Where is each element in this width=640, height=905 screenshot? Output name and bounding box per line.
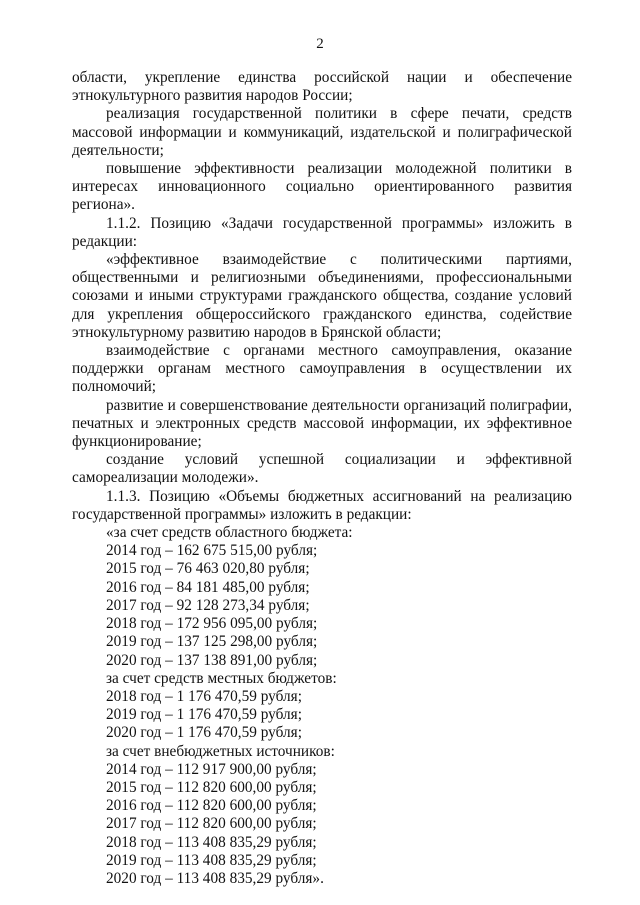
funding-line: 2020 год – 1 176 470,59 рубля; — [106, 724, 302, 742]
funding-line: 2020 год – 137 138 891,00 рубля; — [106, 651, 318, 669]
paragraph-item-1-1-3: 1.1.3. Позицию «Объемы бюджетных ассигнований на реализацию государственной программы» изложить в редакции: — [72, 487, 572, 523]
funding-line: 2018 год – 1 176 470,59 рубля; — [106, 687, 302, 705]
document-body — [72, 69, 572, 888]
funding-line: 2019 год – 113 408 835,29 рубля; — [106, 851, 317, 869]
funding-line: 2014 год – 112 917 900,00 рубля; — [106, 760, 317, 778]
paragraph-press-policy: реализация государственной политики в сфере печати, средств массовой информации и коммуникаций, издательской и полиграфической деятельности; — [72, 105, 572, 159]
paragraph-youth-policy: повышение эффективности реализации молодежной политики в интересах инновационного социально ориентированного развития региона». — [72, 160, 572, 214]
funding-line: 2020 год – 113 408 835,29 рубля». — [106, 869, 324, 887]
paragraph-youth-socialization: создание условий успешной социализации и эффективной самореализации молодежи». — [72, 451, 572, 487]
funding-line: 2016 год – 84 181 485,00 рубля; — [106, 578, 310, 596]
paragraph-media-development: развитие и совершенствование деятельности организаций полиграфии, печатных и электронных средств массовой информации, их эффективное функционирование; — [72, 396, 572, 451]
funding-line: 2018 год – 172 956 095,00 рубля; — [106, 615, 318, 633]
funding-line: 2016 год – 112 820 600,00 рубля; — [106, 797, 317, 815]
funding-line: 2015 год – 112 820 600,00 рубля; — [106, 778, 317, 796]
funding-line: 2019 год – 1 176 470,59 рубля; — [106, 706, 302, 724]
funding-heading-local: за счет средств местных бюджетов: — [106, 669, 337, 687]
funding-list — [72, 524, 572, 888]
funding-line: 2015 год – 76 463 020,80 рубля; — [106, 560, 310, 578]
funding-line: 2019 год – 137 125 298,00 рубля; — [106, 633, 318, 651]
funding-line: 2018 год – 113 408 835,29 рубля; — [106, 833, 317, 851]
paragraph-item-1-1-2: 1.1.2. Позицию «Задачи государственной программы» изложить в редакции: — [72, 214, 572, 250]
paragraph-civil-society: «эффективное взаимодействие с политическими партиями, общественными и религиозными объединениями, профессиональными союзами и иными структурами гражданского общества, создание условий для укрепления общероссийского гражданского единства, содействие этнокультурному развитию народов в Брянской области; — [72, 251, 572, 341]
funding-heading-extrabudgetary: за счет внебюджетных источников: — [106, 742, 335, 760]
funding-heading-regional: «за счет средств областного бюджета: — [106, 524, 353, 542]
funding-line: 2017 год – 112 820 600,00 рубля; — [106, 815, 317, 833]
funding-line: 2017 год – 92 128 273,34 рубля; — [106, 596, 310, 614]
paragraph-objectives-continuation: области, укрепление единства российской нации и обеспечение этнокультурного развития народов России; — [72, 69, 572, 105]
page-number: 2 — [316, 36, 324, 52]
paragraph-local-government: взаимодействие с органами местного самоуправления, оказание поддержки органам местного самоуправления в осуществлении их полномочий; — [72, 342, 572, 396]
funding-line: 2014 год – 162 675 515,00 рубля; — [106, 542, 318, 560]
